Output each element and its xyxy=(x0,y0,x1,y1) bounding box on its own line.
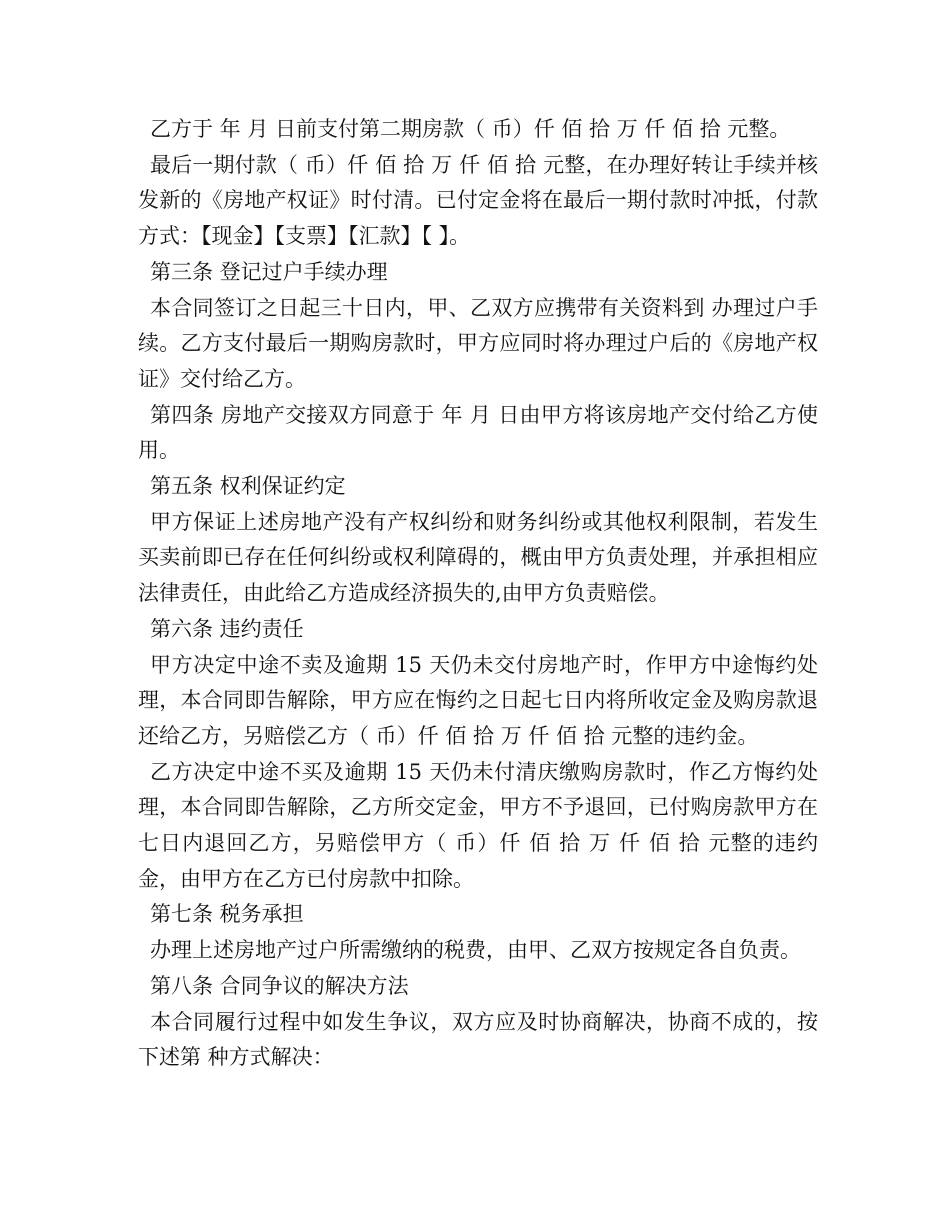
paragraph-dispute-resolution: 本合同履行过程中如发生争议，双方应及时协商解决，协商不成的，按下述第 种方式解决： xyxy=(138,1009,818,1070)
paragraph-taxes: 办理上述房地产过户所需缴纳的税费，由甲、乙双方按规定各自负责。 xyxy=(150,938,801,963)
document-page xyxy=(138,112,818,1076)
article-6-heading: 第六条 违约责任 xyxy=(150,616,304,641)
article-3-heading: 第三条 登记过户手续办理 xyxy=(150,259,388,284)
article-8-heading: 第八条 合同争议的解决方法 xyxy=(150,973,409,998)
paragraph-seller-breach: 甲方决定中途不卖及逾期 15 天仍未交付房地产时，作甲方中途悔约处理，本合同即告解除，甲方应在悔约之日起七日内将所收定金及购房款退还给乙方，另赔偿乙方（ 币）仟 佰 拾 万 仟 佰 拾 元整的违约金。 xyxy=(138,652,818,748)
paragraph-second-payment: 乙方于 年 月 日前支付第二期房款（ 币）仟 佰 拾 万 仟 佰 拾 元整。 xyxy=(150,117,791,141)
article-4-paragraph: 第四条 房地产交接双方同意于 年 月 日由甲方将该房地产交付给乙方使用。 xyxy=(138,402,818,463)
paragraph-registration: 本合同签订之日起三十日内，甲、乙双方应携带有关资料到 办理过户手续。乙方支付最后一期购房款时，甲方应同时将办理过户后的《房地产权证》交付给乙方。 xyxy=(138,295,818,391)
article-7-heading: 第七条 税务承担 xyxy=(150,902,304,927)
paragraph-final-payment: 最后一期付款（ 币）仟 佰 拾 万 仟 佰 拾 元整，在办理好转让手续并核发新的《房地产权证》时付清。已付定金将在最后一期付款时冲抵，付款方式：【现金】【支票】【汇款】【 】。 xyxy=(138,152,818,249)
article-5-heading: 第五条 权利保证约定 xyxy=(150,474,346,499)
paragraph-rights-guarantee: 甲方保证上述房地产没有产权纠纷和财务纠纷或其他权利限制，若发生买卖前即已存在任何纠纷或权利障碍的，概由甲方负责处理，并承担相应法律责任，由此给乙方造成经济损失的,由甲方负责赔偿。 xyxy=(138,509,818,606)
paragraph-buyer-breach: 乙方决定中途不买及逾期 15 天仍未付清庆缴购房款时，作乙方悔约处理，本合同即告解除，乙方所交定金，甲方不予退回，已付购房款甲方在七日内退回乙方，另赔偿甲方（ 币）仟 佰 拾 万 仟 佰 拾 元整的违约金，由甲方在乙方已付房款中扣除。 xyxy=(138,759,818,891)
